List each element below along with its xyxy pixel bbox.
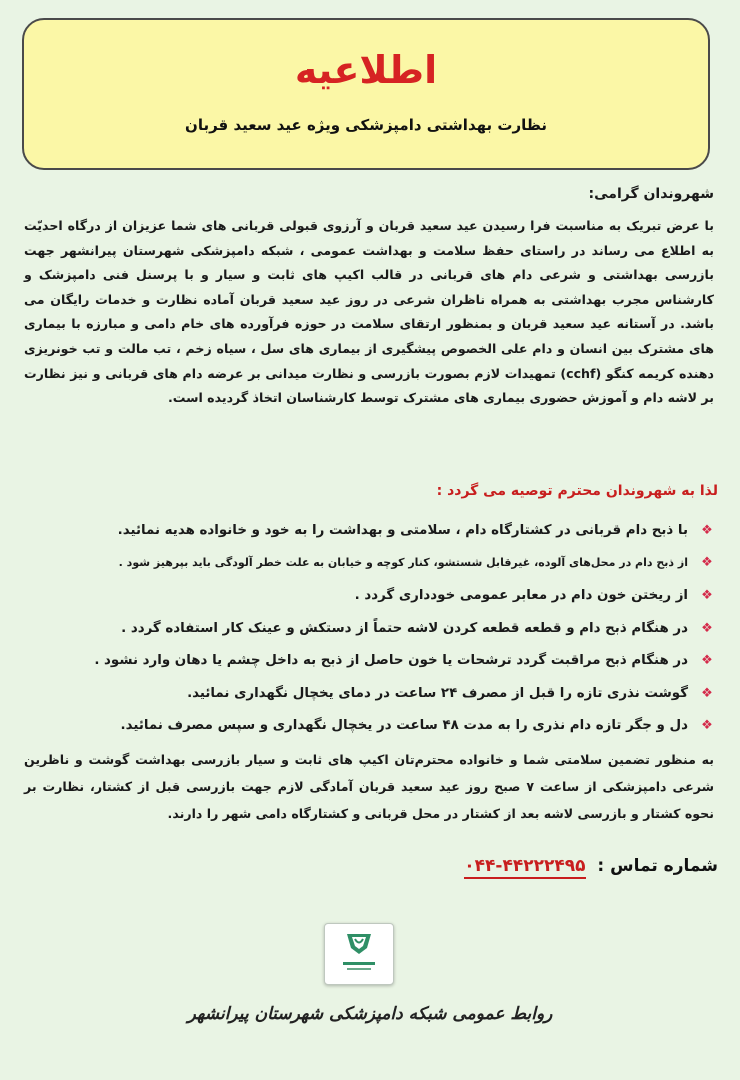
diamond-bullet-icon: ❖ [701,587,713,603]
recommendation-text: با ذبح دام قربانی در کشتارگاه دام ، سلامتی و بهداشت را به خود و خانواده هدیه نمائید. [117,522,688,538]
diamond-bullet-icon: ❖ [701,522,713,538]
list-item [60,612,716,645]
diamond-bullet-icon: ❖ [701,620,713,636]
intro-paragraph: با عرض تبریک به مناسبت فرا رسیدن عید سعید قربان و آرزوی قبولی قربانی های شما عزیزان از درگاه احدیّت به اطلاع می رساند در راستای حفظ سلامت و بهداشت عمومی ، شبکه دامپزشکی شهرستان پیرانشهر جهت بازرسی بهداشتی و شرعی دام های قربانی در قالب اکیپ های ثابت و سیار و با پرسنل فنی دامپزشک و کارشناس مجرب بهداشتی به همراه ناظران شرعی در روز عید سعید قربان آماده نظارت و خدمات رایگان می باشد. در آستانه عید سعید قربان و بمنظور ارتقای سلامت در حوزه فرآورده های خام دامی و مبارزه با بیماری های مشترک بین انسان و دام علی الخصوص پیشگیری از بیماری های سل ، سیاه زخم ، تب مالت و تب خونریزی دهنده کریمه کنگو (cchf) تمهیدات لازم بصورت بازرسی و نظارت میدانی بر عرضه دام های قربانی و نیز نظارت بر لاشه دام و آموزش حضوری بیماری های مشترک توسط کارشناسان اتخاذ گردیده است. [24,218,714,406]
list-item [60,547,716,580]
contact-line [464,856,718,879]
list-item [60,644,716,677]
contact-label: شماره تماس : [597,856,718,876]
veterinary-organization-logo [324,923,394,985]
recommendation-text: از ذبح دام در محل‌های آلوده، غیرقابل شستشو، کنار کوچه و خیابان به علت خطر آلودگی باید بپرهیز شود . [118,556,688,570]
diamond-bullet-icon: ❖ [701,685,713,701]
logo-icon [325,924,393,984]
closing-paragraph: به منظور تضمین سلامتی شما و خانواده محترم‌تان اکیپ های ثابت و سیار بازرسی بهداشت گوشت و ناظرین شرعی دامپزشکی از ساعت ۷ صبح روز عید سعید قربان آمادگی لازم جهت بازرسی قبل از کشتار، نظارت بر نحوه کشتار و بازرسی لاشه بعد از کشتار در محل قربانی و کشتارگاه دامی شهر را دارند. [24,752,715,821]
recommendation-text: دل و جگر تازه دام نذری را به مدت ۴۸ ساعت در یخچال نگهداری و سپس مصرف نمائید. [120,718,688,734]
notice-title: اطلاعیه [294,48,438,92]
list-item [60,710,716,743]
list-item [60,677,716,710]
signature: روابط عمومی شبکه دامپزشکی شهرستان پیرانشهر [187,1004,553,1024]
list-item [60,514,716,547]
notice-subtitle: نظارت بهداشتی دامپزشکی ویژه عید سعید قربان [185,116,547,134]
recommendation-text: از ریختن خون دام در معابر عمومی خودداری گردد . [354,587,688,603]
diamond-bullet-icon: ❖ [701,653,713,669]
recommendations-list [60,514,716,742]
phone-number: ۰۴۴-۴۴۲۲۲۴۹۵ [464,856,585,879]
diamond-bullet-icon: ❖ [701,555,713,571]
greeting: شهروندان گرامی: [588,186,714,202]
diamond-bullet-icon: ❖ [701,718,713,734]
list-item [60,579,716,612]
header-box [22,18,710,170]
recommendation-text: در هنگام ذبح دام و قطعه قطعه کردن لاشه حتماً از دستکش و عینک کار استفاده گردد . [121,620,688,636]
recommendations-title: لذا به شهروندان محترم توصیه می گردد : [436,483,718,499]
recommendation-text: گوشت نذری تازه را قبل از مصرف ۲۴ ساعت در دمای یخچال نگهداری نمائید. [187,685,688,701]
recommendation-text: در هنگام ذبح مراقبت گردد ترشحات یا خون حاصل از ذبح به داخل چشم یا دهان وارد نشود . [94,653,688,669]
